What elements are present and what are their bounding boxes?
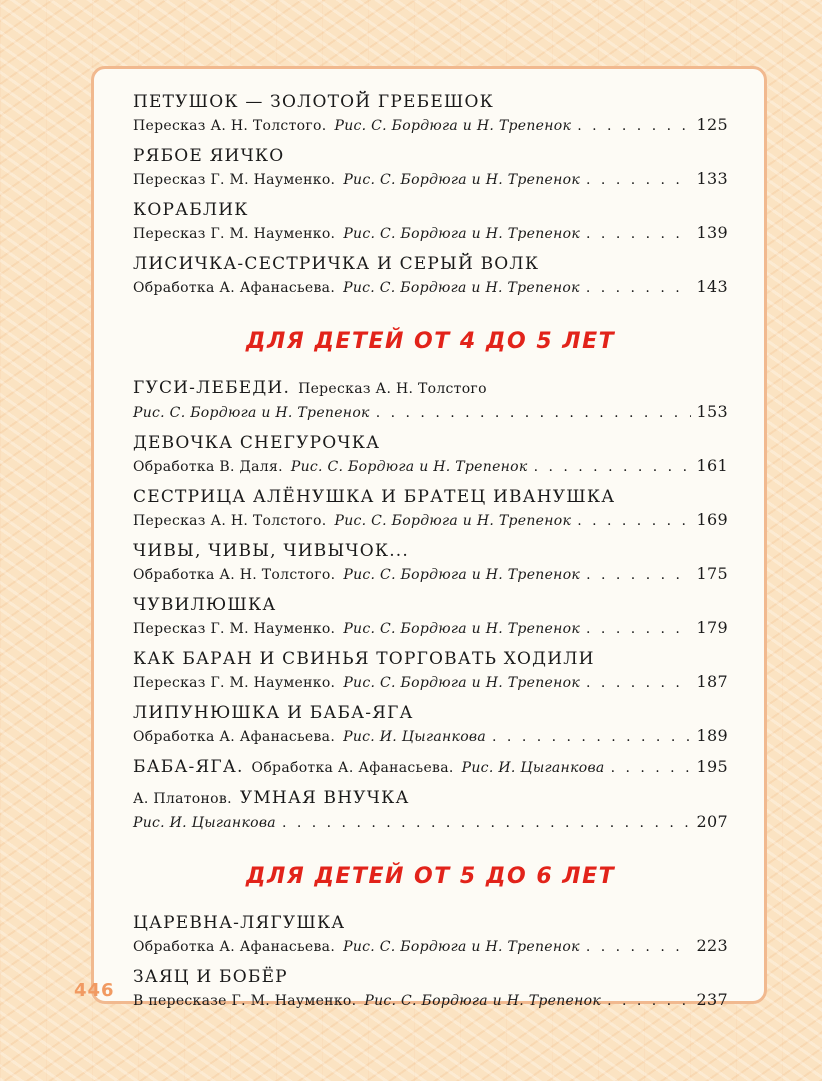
entry-line	[133, 935, 728, 958]
entry-credit: Пересказ А. Н. Толстого	[298, 381, 487, 397]
entry-title: РЯБОЕ ЯИЧКО	[133, 146, 285, 166]
entry-line	[133, 222, 728, 245]
entry-credit: Обработка В. Даля.	[133, 459, 283, 475]
entry-credit: Обработка А. Афанасьева.	[251, 760, 454, 776]
entry-page-number: 189	[696, 726, 728, 745]
section-heading-5-6: ДЛЯ ДЕТЕЙ ОТ 5 ДО 6 ЛЕТ	[245, 864, 616, 889]
entry-credit: Пересказ Г. М. Науменко.	[133, 172, 336, 188]
entry-illustrator: Рис. С. Бордюга и Н. Трепенок	[334, 118, 572, 134]
entry-page-number: 195	[696, 757, 728, 776]
entry-page-number: 223	[696, 936, 728, 955]
leader-dots	[492, 726, 691, 748]
entry-page-number: 143	[696, 277, 728, 296]
section-heading-4-5: ДЛЯ ДЕТЕЙ ОТ 4 ДО 5 ЛЕТ	[245, 329, 616, 354]
leader-dots	[586, 277, 691, 299]
leader-dots	[586, 618, 691, 640]
entry-line	[133, 114, 728, 137]
entry-line	[133, 509, 728, 532]
entry-title: УМНАЯ ВНУЧКА	[239, 788, 410, 808]
toc-entry[interactable]	[133, 90, 728, 137]
entry-credit: Пересказ Г. М. Науменко.	[133, 226, 336, 242]
entry-illustrator: Рис. И. Цыганкова	[343, 729, 487, 745]
entry-credit: Обработка А. Афанасьева.	[133, 939, 336, 955]
entry-credit: В пересказе Г. М. Науменко.	[133, 993, 357, 1009]
leader-dots	[586, 223, 691, 245]
toc-entry[interactable]	[133, 911, 728, 958]
entry-page-number: 139	[696, 223, 728, 242]
entry-credit: Обработка А. Афанасьева.	[133, 280, 336, 296]
entry-page-number: 187	[696, 672, 728, 691]
toc-entry[interactable]	[133, 647, 728, 694]
entry-illustrator: Рис. С. Бордюга и Н. Трепенок	[343, 172, 581, 188]
entry-line	[133, 276, 728, 299]
entry-credit: Пересказ А. Н. Толстого.	[133, 513, 327, 529]
entry-page-number: 153	[696, 402, 728, 421]
entry-page-number: 133	[696, 169, 728, 188]
entry-illustrator: Рис. С. Бордюга и Н. Трепенок	[133, 405, 370, 421]
toc-entry[interactable]	[133, 593, 728, 640]
leader-dots	[534, 456, 691, 478]
entry-line	[133, 401, 728, 424]
leader-dots	[586, 169, 691, 191]
entry-title: ЗАЯЦ И БОБЁР	[133, 967, 288, 987]
leader-dots	[376, 402, 691, 424]
entry-illustrator: Рис. С. Бордюга и Н. Трепенок	[290, 459, 528, 475]
leader-dots	[577, 510, 690, 532]
entry-line	[133, 755, 728, 779]
toc-entry[interactable]	[133, 965, 728, 1012]
table-of-contents	[133, 90, 728, 1019]
entry-credit: Пересказ А. Н. Толстого.	[133, 118, 327, 134]
page-folio: 446	[74, 980, 115, 1001]
entry-title: ЦАРЕВНА-ЛЯГУШКА	[133, 913, 346, 933]
entry-illustrator: Рис. И. Цыганкова	[133, 815, 276, 831]
entry-title: ЧУВИЛЮШКА	[133, 595, 277, 615]
leader-dots	[586, 936, 691, 958]
leader-dots	[607, 990, 690, 1012]
entry-illustrator: Рис. С. Бордюга и Н. Трепенок	[343, 280, 580, 296]
entry-title: ДЕВОЧКА СНЕГУРОЧКА	[133, 433, 381, 453]
entry-line	[133, 617, 728, 640]
entry-illustrator: Рис. С. Бордюга и Н. Трепенок	[343, 226, 581, 242]
entry-line	[133, 811, 728, 834]
entry-title-line	[133, 376, 728, 401]
leader-dots	[586, 672, 691, 694]
entry-title: ГУСИ-ЛЕБЕДИ.	[133, 378, 291, 398]
toc-entry[interactable]	[133, 786, 728, 834]
entry-illustrator: Рис. И. Цыганкова	[461, 760, 605, 776]
entry-line	[133, 725, 728, 748]
entry-illustrator: Рис. С. Бордюга и Н. Трепенок	[364, 993, 602, 1009]
entry-credit: Пересказ Г. М. Науменко.	[133, 675, 336, 691]
toc-entry[interactable]	[133, 539, 728, 586]
entry-illustrator: Рис. С. Бордюга и Н. Трепенок	[343, 567, 581, 583]
leader-dots	[586, 564, 690, 586]
toc-entry[interactable]	[133, 252, 728, 299]
entry-page-number: 207	[696, 812, 728, 831]
entry-page-number: 175	[696, 564, 728, 583]
leader-dots	[577, 115, 690, 137]
entry-page-number: 237	[696, 990, 728, 1009]
entry-illustrator: Рис. С. Бордюга и Н. Трепенок	[334, 513, 572, 529]
entry-credit: Обработка А. Н. Толстого.	[133, 567, 336, 583]
entry-illustrator: Рис. С. Бордюга и Н. Трепенок	[343, 675, 581, 691]
entry-title: СЕСТРИЦА АЛЁНУШКА И БРАТЕЦ ИВАНУШКА	[133, 487, 616, 507]
entry-illustrator: Рис. С. Бордюга и Н. Трепенок	[343, 621, 581, 637]
entry-page-number: 179	[696, 618, 728, 637]
toc-entry[interactable]	[133, 701, 728, 748]
entry-title: КОРАБЛИК	[133, 200, 249, 220]
entry-credit: Обработка А. Афанасьева.	[133, 729, 336, 745]
toc-entry[interactable]	[133, 755, 728, 779]
entry-line	[133, 168, 728, 191]
entry-title: КАК БАРАН И СВИНЬЯ ТОРГОВАТЬ ХОДИЛИ	[133, 649, 595, 669]
toc-entry[interactable]	[133, 431, 728, 478]
entry-illustrator: Рис. С. Бордюга и Н. Трепенок	[343, 939, 580, 955]
toc-entry[interactable]	[133, 376, 728, 424]
entry-title: ЛИПУНЮШКА И БАБА-ЯГА	[133, 703, 414, 723]
leader-dots	[282, 812, 691, 834]
toc-entry[interactable]	[133, 144, 728, 191]
entry-line	[133, 671, 728, 694]
entry-page-number: 125	[696, 115, 728, 134]
entry-author: А. Платонов.	[133, 791, 232, 807]
entry-credit: Пересказ Г. М. Науменко.	[133, 621, 336, 637]
entry-title: ЧИВЫ, ЧИВЫ, ЧИВЫЧОК...	[133, 541, 410, 561]
entry-line	[133, 563, 728, 586]
toc-entry[interactable]	[133, 198, 728, 245]
leader-dots	[611, 757, 691, 779]
entry-title: БАБА-ЯГА.	[133, 757, 244, 777]
entry-title: ПЕТУШОК — ЗОЛОТОЙ ГРЕБЕШОК	[133, 92, 495, 112]
toc-entry[interactable]	[133, 485, 728, 532]
entry-page-number: 161	[696, 456, 728, 475]
entry-title: ЛИСИЧКА-СЕСТРИЧКА И СЕРЫЙ ВОЛК	[133, 254, 540, 274]
entry-title-line	[133, 786, 728, 811]
entry-page-number: 169	[696, 510, 728, 529]
entry-line	[133, 455, 728, 478]
entry-line	[133, 989, 728, 1012]
